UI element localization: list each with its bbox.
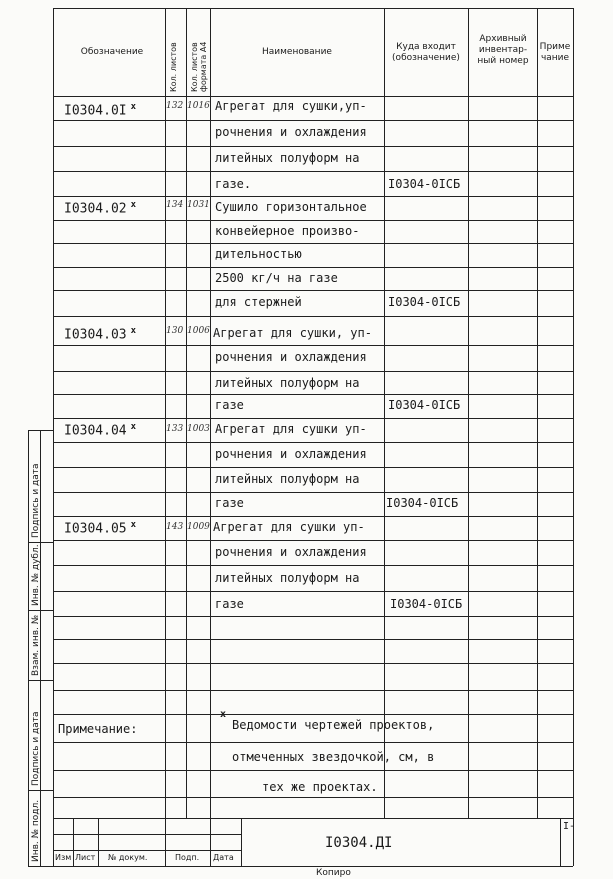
document-code: I0304.ДI xyxy=(325,835,393,851)
note-line-3: тех же проектах. xyxy=(262,780,378,794)
row-1-where-used: I0304-0IСБ xyxy=(388,177,461,191)
row-5-designation: I0304.05 $^x$ xyxy=(64,520,137,537)
row-1-name-3: литейных полуформ на xyxy=(215,151,360,165)
row-4-designation: I0304.04 $^x$ xyxy=(64,422,137,439)
row-1-name-1: Агрегат для сушки,уп- xyxy=(215,99,367,113)
row-3-name-2: рочнения и охлаждения xyxy=(215,350,367,364)
row-2-where-used: I0304-0IСБ xyxy=(388,295,461,309)
side-label-sign-date-1: Подпись и дата xyxy=(31,463,41,538)
row-line-28 xyxy=(53,797,573,798)
tb-col-2 xyxy=(98,818,99,866)
row-3-name-1: Агрегат для сушки, уп- xyxy=(213,326,372,340)
tb-col-sheet xyxy=(560,818,561,866)
row-5-where-used: I0304-0IСБ xyxy=(390,597,463,611)
row-line-22 xyxy=(53,639,573,640)
col-line-5 xyxy=(468,8,469,818)
row-4-name-4: газе xyxy=(215,496,244,510)
row-5-name-4: газе xyxy=(215,597,244,611)
row-2-a4: 1031 xyxy=(187,200,210,210)
frame-left xyxy=(53,8,54,866)
row-3-sheets: 130 xyxy=(166,326,184,336)
header-archive-no: Архивный инвентар- ный номер xyxy=(477,34,529,66)
row-line-25 xyxy=(53,714,573,715)
side-div-3 xyxy=(28,680,53,681)
row-line-10 xyxy=(53,345,573,346)
row-3-a4: 1006 xyxy=(187,326,210,336)
row-line-15 xyxy=(53,467,573,468)
title-block-top xyxy=(53,818,573,819)
tb-col-doc-no: № докум. xyxy=(108,853,148,862)
row-5-sheets: 143 xyxy=(166,522,184,532)
tb-col-sheet-no: Лист xyxy=(75,853,96,862)
side-label-orig-inv: Инв. № подл. xyxy=(31,799,41,862)
row-line-3 xyxy=(53,171,573,172)
side-strip-outer xyxy=(28,430,29,866)
row-1-name-4: газе. xyxy=(215,177,252,191)
note-label: Примечание: xyxy=(58,722,138,736)
sheet-number: I- xyxy=(563,821,576,832)
row-4-name-2: рочнения и охлаждения xyxy=(215,447,367,461)
row-line-27 xyxy=(53,770,573,771)
row-line-1 xyxy=(53,120,573,121)
header-a4-count: Кол. листов формата А4 xyxy=(190,41,208,92)
side-div-2 xyxy=(28,610,53,611)
row-3-designation: I0304.03 $^x$ xyxy=(64,326,137,343)
title-block-row-1 xyxy=(53,834,241,835)
row-2-designation: I0304.02 $^x$ xyxy=(64,200,137,217)
row-2-name-2: конвейерное произво- xyxy=(215,224,360,238)
row-line-21 xyxy=(53,616,573,617)
frame-right xyxy=(573,8,574,866)
note-line-1: Ведомости чертежей проектов, xyxy=(232,718,435,732)
row-4-name-3: литейных полуформ на xyxy=(215,472,360,486)
row-2-name-5: для стержней xyxy=(215,295,302,309)
row-2-name-4: 2500 кг/ч на газе xyxy=(215,271,338,285)
row-5-name-1: Агрегат для сушки уп- xyxy=(213,520,365,534)
row-3-name-4: газе xyxy=(215,398,244,412)
row-4-a4: 1003 xyxy=(187,424,210,434)
row-line-20 xyxy=(53,591,573,592)
side-label-dup-inv: Инв. № дубл. xyxy=(31,544,41,606)
tb-col-change: Изм xyxy=(55,853,72,862)
note-line-2: отмеченных звездочкой, см, в xyxy=(232,750,435,764)
row-4-where-used: I0304-0IСБ xyxy=(386,496,459,510)
header-designation: Обозначение xyxy=(80,47,144,57)
header-sheet-count: Кол. листов xyxy=(169,42,178,92)
header-note: Приме чание xyxy=(539,42,571,63)
row-2-name-1: Сушило горизонтальное xyxy=(215,200,367,214)
row-4-name-1: Агрегат для сушки уп- xyxy=(215,422,367,436)
tb-col-4 xyxy=(241,818,242,866)
row-1-designation: I0304.0I $^x$ xyxy=(64,102,137,119)
row-5-name-3: литейных полуформ на xyxy=(215,571,360,585)
row-line-9 xyxy=(53,316,573,317)
row-line-19 xyxy=(53,565,573,566)
col-line-2 xyxy=(186,8,187,818)
row-1-name-2: рочнения и охлаждения xyxy=(215,125,367,139)
tb-col-1 xyxy=(73,818,74,866)
col-line-4 xyxy=(384,8,385,818)
tb-col-sign: Подп. xyxy=(175,853,200,862)
row-2-name-3: дительностью xyxy=(215,247,302,261)
row-1-a4: 1016 xyxy=(187,101,210,111)
row-line-26 xyxy=(53,742,573,743)
note-mark: x xyxy=(220,709,227,720)
row-line-5 xyxy=(53,220,573,221)
header-where-used: Куда входит (обозначение) xyxy=(392,42,460,63)
col-line-3 xyxy=(210,8,211,866)
row-5-a4: 1009 xyxy=(187,522,210,532)
row-line-18 xyxy=(53,540,573,541)
row-line-2 xyxy=(53,146,573,147)
row-line-12 xyxy=(53,394,573,395)
row-line-17 xyxy=(53,516,573,517)
row-3-where-used: I0304-0IСБ xyxy=(388,398,461,412)
row-line-8 xyxy=(53,290,573,291)
row-3-name-3: литейных полуформ на xyxy=(215,376,360,390)
row-5-name-2: рочнения и охлаждения xyxy=(215,545,367,559)
row-line-6 xyxy=(53,243,573,244)
side-div-1 xyxy=(28,542,53,543)
row-2-sheets: 134 xyxy=(166,200,184,210)
row-line-11 xyxy=(53,371,573,372)
col-line-1 xyxy=(165,8,166,818)
header-bottom-line xyxy=(53,96,573,97)
row-line-24 xyxy=(53,690,573,691)
side-div-4 xyxy=(28,790,53,791)
frame-top xyxy=(53,8,573,9)
row-line-16 xyxy=(53,492,573,493)
side-label-sign-date-2: Подпись и дата xyxy=(31,711,41,786)
row-line-14 xyxy=(53,442,573,443)
footer-copy: Копиро xyxy=(316,868,351,878)
side-strip-top xyxy=(28,430,53,431)
frame-bottom xyxy=(53,866,573,867)
row-line-4 xyxy=(53,196,573,197)
row-1-sheets: 132 xyxy=(166,101,184,111)
title-block-row-2 xyxy=(53,850,241,851)
header-name: Наименование xyxy=(262,47,332,57)
row-line-13 xyxy=(53,418,573,419)
col-line-6 xyxy=(537,8,538,818)
tb-col-3 xyxy=(165,818,166,866)
row-4-sheets: 133 xyxy=(166,424,184,434)
tb-col-date: Дата xyxy=(213,853,234,862)
row-line-7 xyxy=(53,267,573,268)
side-label-replace-inv: Взам. инв. № xyxy=(31,614,41,676)
side-div-5 xyxy=(28,866,53,867)
row-line-23 xyxy=(53,663,573,664)
